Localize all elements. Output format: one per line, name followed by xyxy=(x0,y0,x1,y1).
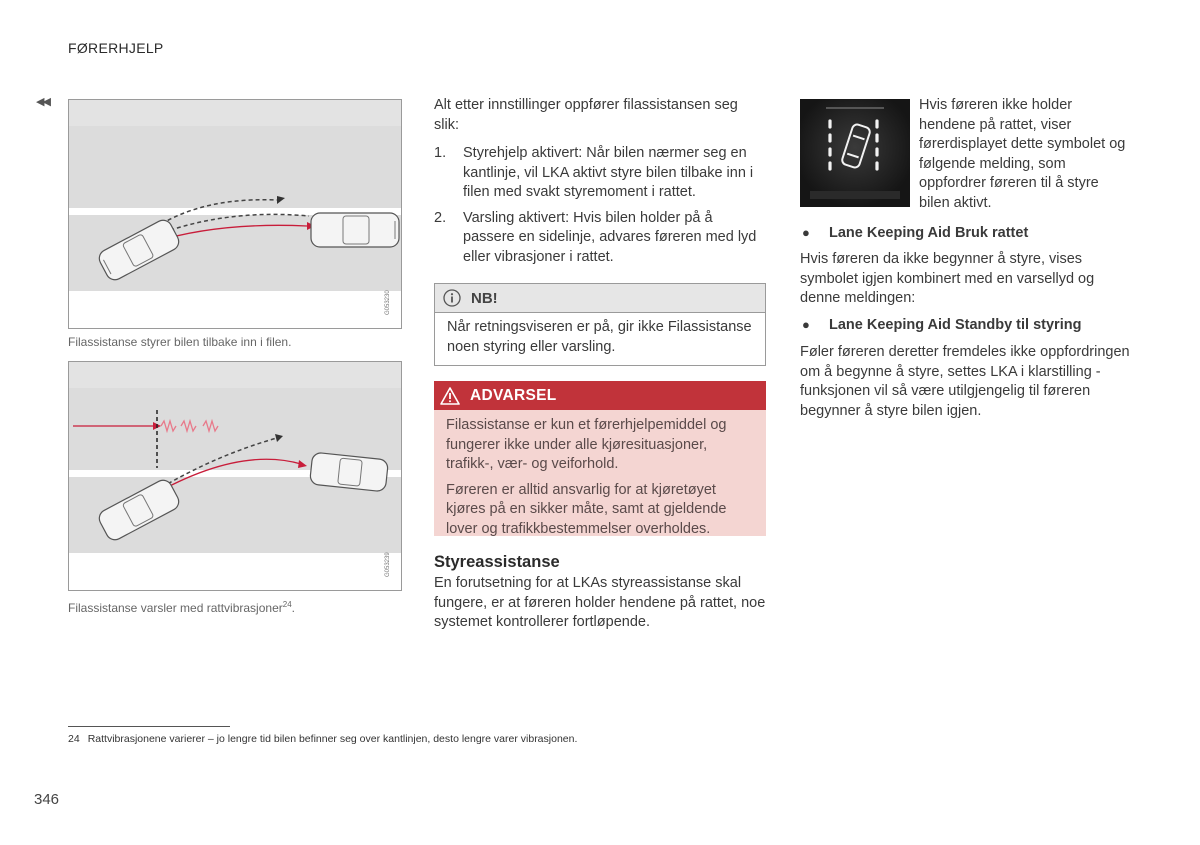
warning-triangle-icon xyxy=(440,387,460,405)
bullet-dot-icon: ● xyxy=(802,317,810,332)
note-title: NB! xyxy=(471,289,498,307)
section-header: FØRERHJELP xyxy=(68,40,164,56)
warning-box xyxy=(434,381,766,536)
message-bullet xyxy=(800,317,1132,333)
note-header xyxy=(435,284,765,313)
footnote-divider xyxy=(68,726,230,727)
caption-text: Filassistanse varsler med rattvibrasjoner xyxy=(68,601,283,615)
note-text: Når retningsviseren er på, gir ikke Filassistanse noen styring eller varsling. xyxy=(447,319,752,355)
footnote-ref[interactable]: 24 xyxy=(282,600,292,609)
message-bullet xyxy=(800,225,1132,241)
warning-title: ADVARSEL xyxy=(470,386,557,404)
list-item: 2. Varsling aktivert: Hvis bilen holder på å passere en sidelinje, advares føreren med lyd eller vibrasjoner i rattet. xyxy=(434,209,757,265)
symbol-description: Hvis føreren ikke holder hendene på rattet, viser førerdisplayet dette symbolet og følgende melding, som oppfordrer føreren til å styre bilen aktivt. xyxy=(919,97,1126,211)
warning-paragraph: Føreren er alltid ansvarlig for at kjøretøyet kjøres på en sikker måte, samt at gjeldende lover og trafikkbestemmelser overholdes. xyxy=(446,481,727,537)
figure-lane-warning xyxy=(68,361,402,591)
section-heading: Styreassistanse xyxy=(434,553,560,571)
info-circle-icon xyxy=(443,289,461,307)
right-paragraph: Hvis føreren da ikke begynner å styre, vises symbolet igjen kombinert med en varsellyd og denne meldingen: xyxy=(800,251,1095,306)
right-paragraph: Føler føreren deretter fremdeles ikke oppfordringen om å begynne å styre, settes LKA i klarstilling - funksjonen vil så være utilgjengelig til føreren begynner å styre bilen igjen. xyxy=(800,344,1130,419)
figure-code: G053230 xyxy=(385,290,391,315)
footnote-text: Rattvibrasjonene varierer – jo lengre tid bilen befinner seg over kantlinjen, desto lengre varer vibrasjonen. xyxy=(87,733,578,745)
bullet-dot-icon: ● xyxy=(802,225,810,240)
lane-keeping-hands-icon xyxy=(800,99,910,207)
steps-list xyxy=(434,138,766,267)
message-text: Lane Keeping Aid Standby til styring xyxy=(829,317,1082,333)
page-number: 346 xyxy=(34,791,60,808)
back-chevrons-icon[interactable]: ◀◀ xyxy=(36,96,49,108)
figure-caption: Filassistanse styrer bilen tilbake inn i filen. xyxy=(68,335,292,349)
figure-code: G053239 xyxy=(385,552,391,577)
footnote xyxy=(68,733,577,745)
warning-text xyxy=(434,410,766,549)
figure-lane-return xyxy=(68,99,402,329)
section-paragraph: En forutsetning for at LKAs styreassistanse skal fungere, er at føreren holder hendene på rattet, noe systemet kontrollerer fortløpende. xyxy=(434,575,766,630)
lka-symbol-image xyxy=(800,99,910,207)
note-box xyxy=(434,283,766,366)
intro-paragraph: Alt etter innstillinger oppfører filassistansen seg slik: xyxy=(434,97,738,133)
warning-header xyxy=(434,381,766,410)
caption-end: . xyxy=(291,601,295,615)
figure-caption xyxy=(68,597,295,616)
message-text: Lane Keeping Aid Bruk rattet xyxy=(829,225,1029,241)
list-item: 1. Styrehjelp aktivert: Når bilen nærmer seg en kantlinje, vil LKA aktivt styre bilen tilbake inn i filen med svakt styremoment i rattet. xyxy=(434,145,754,200)
warning-paragraph: Filassistanse er kun et førerhjelpemiddel og fungerer ikke under alle kjøresituasjoner, trafikk-, vær- og veiforhold. xyxy=(446,417,727,472)
footnote-number: 24 xyxy=(68,733,80,745)
